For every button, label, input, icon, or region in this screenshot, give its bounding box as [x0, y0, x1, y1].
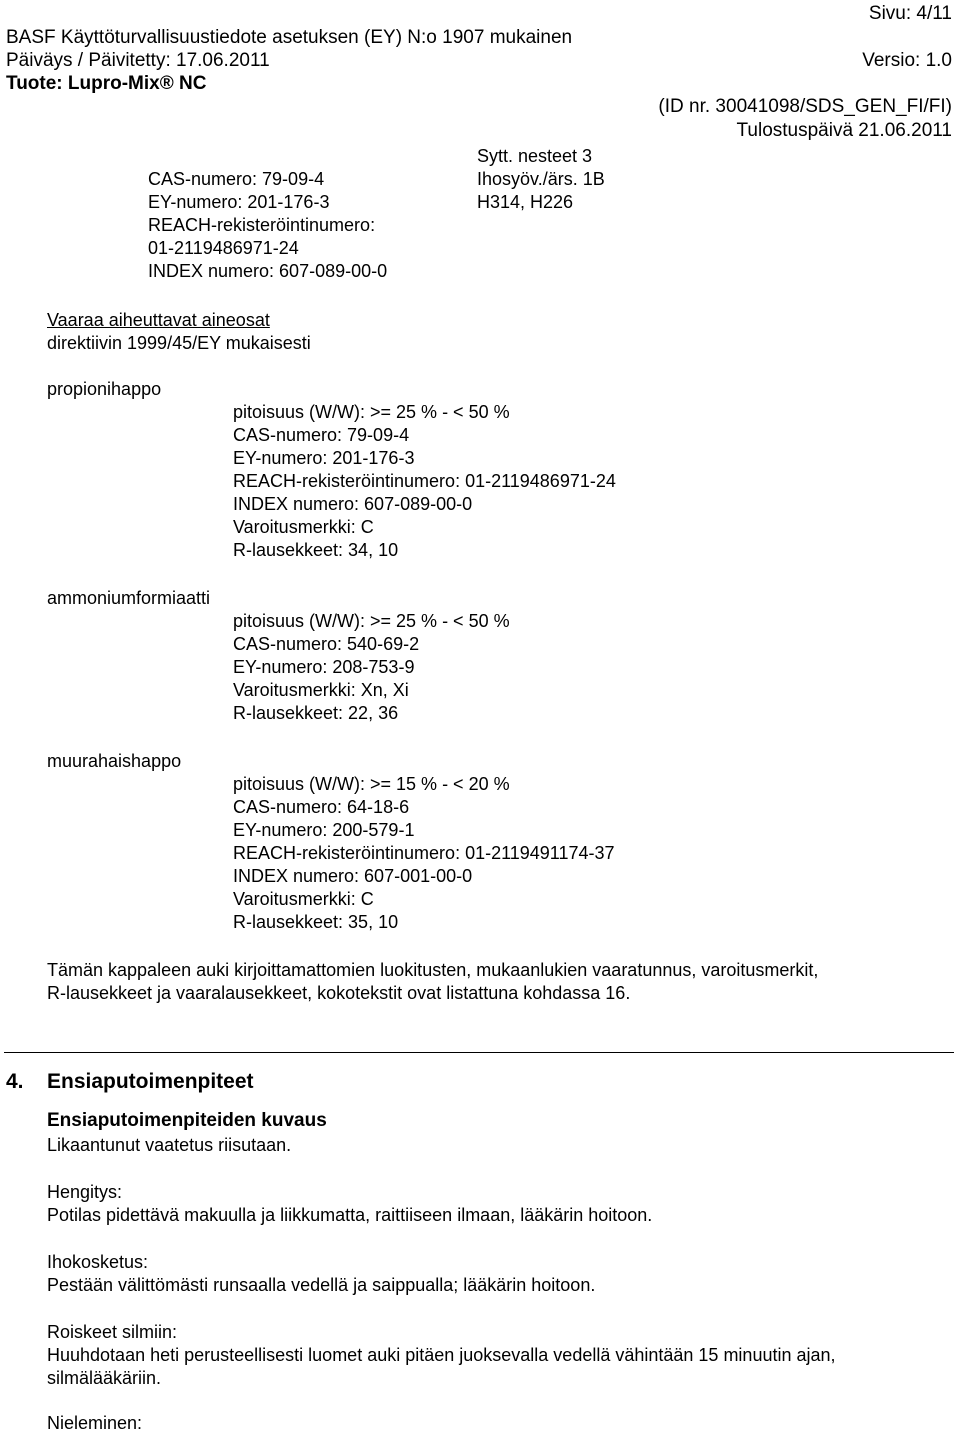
- first-aid-label-ingestion: Nieleminen:: [47, 1413, 143, 1433]
- detail-line: Varoitusmerkki: C: [233, 517, 374, 537]
- page-number: Sivu: 4/11: [868, 3, 952, 24]
- detail-line: Varoitusmerkki: C: [233, 889, 374, 909]
- version-label: Versio: 1.0: [862, 50, 952, 71]
- product-name: Tuote: Lupro-Mix® NC: [6, 73, 207, 94]
- note-line: Tämän kappaleen auki kirjoittamattomien luokitusten, mukaanlukien vaaratunnus, varoitusmerkit,: [47, 960, 819, 980]
- detail-line: INDEX numero: 607-001-00-0: [233, 866, 473, 886]
- note-line: R-lausekkeet ja vaaralausekkeet, kokotekstit ovat listattuna kohdassa 16.: [47, 983, 631, 1003]
- substance-details: [233, 610, 510, 725]
- first-aid-text-skin: Pestään välittömästi runsaalla vedellä ja saippualla; lääkärin hoitoon.: [47, 1275, 596, 1295]
- carryover-line: 01-2119486971-24: [148, 238, 299, 258]
- print-date: Tulostuspäivä 21.06.2011: [736, 120, 952, 141]
- carryover-line: INDEX numero: 607-089-00-0: [148, 261, 388, 281]
- detail-line: REACH-rekisteröintinumero: 01-2119491174-37: [233, 843, 615, 863]
- carryover-line: EY-numero: 201-176-3: [148, 192, 330, 212]
- classification-note: [47, 959, 818, 1005]
- detail-line: CAS-numero: 79-09-4: [233, 425, 410, 445]
- document-id: (ID nr. 30041098/SDS_GEN_FI/FI): [658, 96, 952, 117]
- detail-line: EY-numero: 208-753-9: [233, 657, 415, 677]
- detail-line: EY-numero: 200-579-1: [233, 820, 415, 840]
- hazard-heading: [47, 309, 311, 355]
- carryover-line: REACH-rekisteröintinumero:: [148, 215, 376, 235]
- detail-line: pitoisuus (W/W): >= 25 % - < 50 %: [233, 402, 510, 422]
- carryover-line: CAS-numero: 79-09-4: [148, 169, 325, 189]
- detail-line: Varoitusmerkki: Xn, Xi: [233, 680, 409, 700]
- detail-line: pitoisuus (W/W): >= 15 % - < 20 %: [233, 774, 510, 794]
- classification-line: H314, H226: [477, 192, 574, 212]
- hazard-heading-title: Vaaraa aiheuttavat aineosat: [47, 310, 270, 330]
- detail-line: EY-numero: 201-176-3: [233, 448, 415, 468]
- classification-line: Sytt. nesteet 3: [477, 146, 593, 166]
- detail-line: pitoisuus (W/W): >= 25 % - < 50 %: [233, 611, 510, 631]
- substance-details: [233, 401, 616, 562]
- detail-line: CAS-numero: 540-69-2: [233, 634, 420, 654]
- substance-details: [233, 773, 615, 934]
- first-aid-text-eyes: [47, 1344, 836, 1390]
- section-divider: [4, 1052, 954, 1053]
- carryover-identifiers: [148, 168, 387, 283]
- detail-line: R-lausekkeet: 34, 10: [233, 540, 399, 560]
- detail-line: R-lausekkeet: 35, 10: [233, 912, 399, 932]
- section-number: 4.: [6, 1070, 24, 1093]
- first-aid-label-skin: Ihokosketus:: [47, 1252, 149, 1272]
- substance-name: ammoniumformiaatti: [47, 588, 211, 608]
- hazard-heading-subtitle: direktiivin 1999/45/EY mukaisesti: [47, 333, 311, 353]
- carryover-classification: [477, 145, 605, 214]
- document-header-title: BASF Käyttöturvallisuustiedote asetuksen (EY) N:o 1907 mukainen: [6, 27, 573, 48]
- first-aid-text-inhalation: Potilas pidettävä makuulla ja liikkumatta, raittiiseen ilmaan, lääkärin hoitoon.: [47, 1205, 653, 1225]
- section-intro: Likaantunut vaatetus riisutaan.: [47, 1135, 292, 1155]
- section-title: Ensiaputoimenpiteet: [47, 1070, 254, 1093]
- section-subtitle: Ensiaputoimenpiteiden kuvaus: [47, 1110, 327, 1131]
- first-aid-line: silmälääkäriin.: [47, 1368, 162, 1388]
- substance-name: propionihappo: [47, 379, 162, 399]
- first-aid-label-inhalation: Hengitys:: [47, 1182, 123, 1202]
- revision-date: Päiväys / Päivitetty: 17.06.2011: [6, 50, 270, 71]
- substance-name: muurahaishappo: [47, 751, 182, 771]
- detail-line: INDEX numero: 607-089-00-0: [233, 494, 473, 514]
- classification-line: Ihosyöv./ärs. 1B: [477, 169, 605, 189]
- first-aid-line: Huuhdotaan heti perusteellisesti luomet auki pitäen juoksevalla vedellä vähintään 15 minuutin ajan,: [47, 1345, 836, 1365]
- detail-line: CAS-numero: 64-18-6: [233, 797, 410, 817]
- first-aid-label-eyes: Roiskeet silmiin:: [47, 1322, 178, 1342]
- detail-line: R-lausekkeet: 22, 36: [233, 703, 399, 723]
- detail-line: REACH-rekisteröintinumero: 01-2119486971-24: [233, 471, 616, 491]
